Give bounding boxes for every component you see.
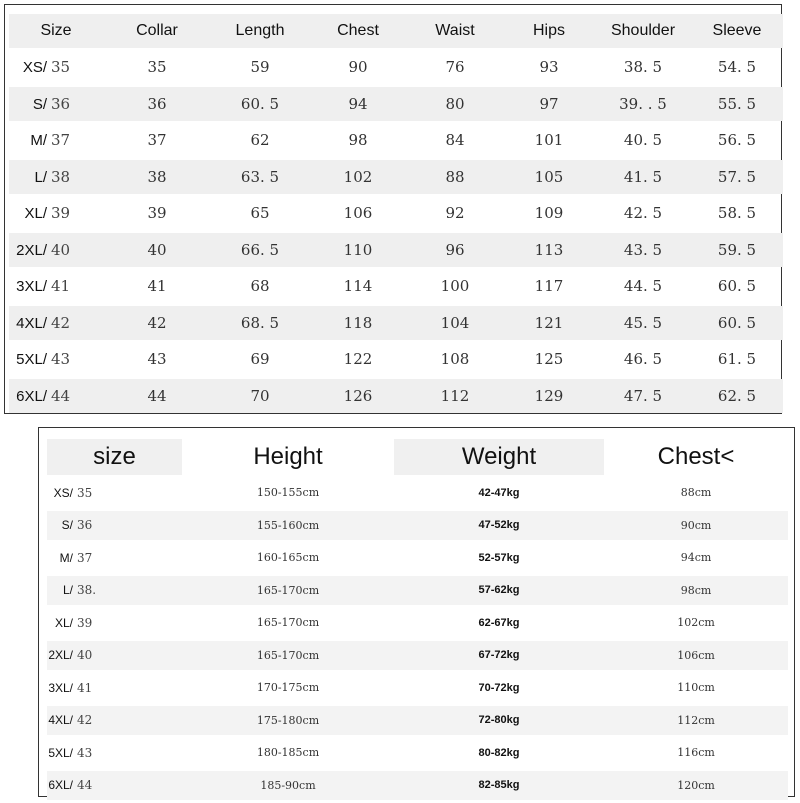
table-row: [9, 306, 783, 340]
table-row: [47, 478, 788, 508]
table-row: [9, 343, 783, 377]
waist-cell: 84: [445, 131, 465, 150]
table-row: [47, 576, 788, 606]
measurements-table-panel: [4, 4, 782, 414]
header-weight: Weight: [394, 439, 604, 475]
table-row: [9, 270, 783, 304]
size-number: 43: [51, 350, 71, 369]
body-size-table-panel: [38, 427, 795, 797]
chest-cell: 106cm: [604, 641, 788, 671]
hips-cell: 105: [503, 160, 595, 194]
size-label: XS/: [53, 485, 73, 500]
size-cell: [47, 641, 182, 671]
length-cell: 69: [250, 350, 270, 369]
collar-cell: 43: [147, 350, 167, 369]
sleeve-cell: 56. 5: [717, 131, 757, 150]
size-label: 4XL/: [16, 314, 47, 332]
measurements-header-row: [9, 14, 783, 48]
table-row: [9, 160, 783, 194]
size-number: 43: [77, 745, 93, 760]
header-waist: Waist: [407, 14, 503, 48]
size-cell: [47, 608, 182, 638]
size-cell: [9, 160, 103, 194]
sleeve-cell: 54. 5: [717, 58, 757, 77]
chest-cell: 88cm: [680, 486, 712, 500]
collar-cell: 40: [103, 233, 211, 267]
size-label: M/: [30, 132, 47, 150]
size-cell: [9, 87, 103, 121]
header-size: size: [47, 439, 182, 475]
weight-cell: 82-85kg: [394, 771, 604, 801]
chest-cell: 122: [343, 350, 373, 369]
header-sleeve: Sleeve: [691, 14, 783, 48]
sleeve-cell: 60. 5: [717, 277, 757, 296]
shoulder-cell: 46. 5: [623, 350, 663, 369]
shoulder-cell: 45. 5: [595, 306, 691, 340]
size-number: 38: [51, 167, 71, 186]
height-cell: 150-155cm: [256, 486, 320, 500]
size-cell: [47, 543, 182, 573]
size-number: 44: [77, 778, 93, 793]
weight-cell: 70-72kg: [478, 681, 520, 694]
table-row: [47, 641, 788, 671]
body-size-header-row: [47, 439, 788, 475]
size-label: S/: [61, 518, 73, 533]
waist-cell: 100: [440, 277, 470, 296]
size-cell: [47, 478, 182, 508]
sleeve-cell: 55. 5: [691, 87, 783, 121]
hips-cell: 117: [534, 277, 564, 296]
shoulder-cell: 43. 5: [595, 233, 691, 267]
size-cell: [47, 673, 182, 703]
size-number: 40: [51, 240, 71, 259]
height-cell: 165-170cm: [182, 576, 394, 606]
sleeve-cell: 60. 5: [691, 306, 783, 340]
size-number: 36: [77, 518, 93, 533]
header-shoulder: Shoulder: [595, 14, 691, 48]
size-label: 4XL/: [48, 713, 73, 728]
table-row: [47, 738, 788, 768]
length-cell: 62: [250, 131, 270, 150]
size-number: 39: [51, 204, 71, 223]
size-number: 42: [51, 313, 71, 332]
height-cell: 155-160cm: [182, 511, 394, 541]
shoulder-cell: 44. 5: [623, 277, 663, 296]
size-number: 35: [51, 58, 71, 77]
size-label: XL/: [54, 615, 73, 630]
hips-cell: 109: [534, 204, 564, 223]
size-label: M/: [59, 550, 73, 565]
shoulder-cell: 47. 5: [595, 379, 691, 413]
size-label: 2XL/: [16, 241, 47, 259]
weight-cell: 42-47kg: [478, 486, 520, 499]
chest-cell: 102: [309, 160, 407, 194]
chest-cell: 106: [343, 204, 373, 223]
shoulder-cell: 42. 5: [623, 204, 663, 223]
waist-cell: 88: [407, 160, 503, 194]
size-cell: [47, 771, 182, 801]
sleeve-cell: 62. 5: [691, 379, 783, 413]
size-label: 3XL/: [48, 680, 73, 695]
weight-cell: 62-67kg: [478, 616, 520, 629]
chest-cell: 94: [309, 87, 407, 121]
measurements-table: [9, 11, 783, 416]
collar-cell: 35: [147, 58, 167, 77]
measurements-body: [9, 51, 783, 413]
length-cell: 59: [250, 58, 270, 77]
table-row: [9, 197, 783, 231]
weight-cell: 52-57kg: [478, 551, 520, 564]
waist-cell: 104: [407, 306, 503, 340]
hips-cell: 125: [534, 350, 564, 369]
sleeve-cell: 58. 5: [717, 204, 757, 223]
size-cell: [9, 51, 103, 85]
size-cell: [9, 379, 103, 413]
size-number: 36: [51, 94, 71, 113]
size-label: XL/: [24, 205, 47, 223]
table-row: [47, 706, 788, 736]
table-row: [9, 51, 783, 85]
table-row: [47, 511, 788, 541]
height-cell: 160-165cm: [256, 551, 320, 565]
collar-cell: 44: [103, 379, 211, 413]
size-label: 6XL/: [16, 387, 47, 405]
chest-cell: 110cm: [677, 681, 715, 695]
collar-cell: 42: [103, 306, 211, 340]
shoulder-cell: 40. 5: [623, 131, 663, 150]
waist-cell: 112: [407, 379, 503, 413]
size-number: 44: [51, 386, 71, 405]
height-cell: 180-185cm: [256, 746, 320, 760]
waist-cell: 108: [440, 350, 470, 369]
size-label: 2XL/: [48, 648, 73, 663]
size-number: 37: [77, 550, 93, 565]
size-number: 38.: [77, 583, 97, 598]
size-number: 42: [77, 713, 93, 728]
chest-cell: 90cm: [604, 511, 788, 541]
waist-cell: 76: [445, 58, 465, 77]
chest-cell: 120cm: [604, 771, 788, 801]
height-cell: 165-170cm: [256, 616, 320, 630]
chest-cell: 118: [309, 306, 407, 340]
weight-cell: 67-72kg: [394, 641, 604, 671]
chest-cell: 94cm: [680, 551, 712, 565]
weight-cell: 57-62kg: [394, 576, 604, 606]
weight-cell: 80-82kg: [478, 746, 520, 759]
sleeve-cell: 61. 5: [717, 350, 757, 369]
size-cell: [9, 233, 103, 267]
table-row: [47, 543, 788, 573]
size-label: L/: [62, 583, 73, 598]
height-cell: 175-180cm: [182, 706, 394, 736]
chest-cell: 116cm: [677, 746, 715, 760]
weight-cell: 47-52kg: [394, 511, 604, 541]
length-cell: 60. 5: [211, 87, 309, 121]
collar-cell: 41: [147, 277, 167, 296]
collar-cell: 36: [103, 87, 211, 121]
size-cell: [47, 738, 182, 768]
chest-cell: 114: [343, 277, 373, 296]
hips-cell: 97: [503, 87, 595, 121]
size-label: 3XL/: [16, 278, 47, 296]
size-number: 40: [77, 648, 93, 663]
weight-cell: 72-80kg: [394, 706, 604, 736]
shoulder-cell: 41. 5: [595, 160, 691, 194]
size-cell: [9, 197, 103, 231]
length-cell: 68. 5: [211, 306, 309, 340]
header-chest: Chest<: [657, 443, 735, 470]
length-cell: 65: [250, 204, 270, 223]
size-label: XS/: [22, 59, 47, 77]
chest-cell: 110: [309, 233, 407, 267]
size-label: 5XL/: [16, 351, 47, 369]
collar-cell: 37: [147, 131, 167, 150]
height-cell: 170-175cm: [256, 681, 320, 695]
sleeve-cell: 59. 5: [691, 233, 783, 267]
table-row: [9, 87, 783, 121]
height-cell: 165-170cm: [182, 641, 394, 671]
table-row: [47, 771, 788, 801]
chest-cell: 112cm: [604, 706, 788, 736]
header-chest: Chest: [309, 14, 407, 48]
size-number: 41: [77, 680, 93, 695]
table-row: [9, 379, 783, 413]
table-row: [47, 608, 788, 638]
length-cell: 68: [250, 277, 270, 296]
size-number: 35: [77, 485, 93, 500]
size-cell: [9, 306, 103, 340]
collar-cell: 38: [103, 160, 211, 194]
hips-cell: 101: [534, 131, 564, 150]
waist-cell: 92: [445, 204, 465, 223]
waist-cell: 96: [407, 233, 503, 267]
chest-cell: 90: [348, 58, 368, 77]
table-row: [9, 233, 783, 267]
size-number: 39: [77, 615, 93, 630]
table-row: [47, 673, 788, 703]
sleeve-cell: 57. 5: [691, 160, 783, 194]
body-size-table: [47, 436, 788, 803]
size-label: 6XL/: [48, 778, 73, 793]
size-cell: [9, 270, 103, 304]
header-hips: Hips: [503, 14, 595, 48]
shoulder-cell: 39. . 5: [595, 87, 691, 121]
size-cell: [9, 343, 103, 377]
length-cell: 70: [211, 379, 309, 413]
header-collar: Collar: [103, 14, 211, 48]
header-height: Height: [253, 443, 323, 470]
hips-cell: 129: [503, 379, 595, 413]
body-size-body: [47, 478, 788, 800]
chest-cell: 98: [348, 131, 368, 150]
header-size: Size: [9, 14, 103, 48]
hips-cell: 93: [539, 58, 559, 77]
size-number: 37: [51, 131, 71, 150]
size-cell: [47, 706, 182, 736]
chest-cell: 102cm: [677, 616, 715, 630]
table-row: [9, 124, 783, 158]
length-cell: 63. 5: [211, 160, 309, 194]
hips-cell: 121: [503, 306, 595, 340]
size-label: 5XL/: [48, 745, 73, 760]
chest-cell: 126: [309, 379, 407, 413]
length-cell: 66. 5: [211, 233, 309, 267]
chest-cell: 98cm: [604, 576, 788, 606]
size-label: L/: [34, 168, 47, 186]
size-cell: [47, 576, 182, 606]
size-label: S/: [32, 95, 47, 113]
header-length: Length: [211, 14, 309, 48]
size-number: 41: [51, 277, 71, 296]
size-cell: [9, 124, 103, 158]
hips-cell: 113: [503, 233, 595, 267]
size-cell: [47, 511, 182, 541]
collar-cell: 39: [147, 204, 167, 223]
waist-cell: 80: [407, 87, 503, 121]
height-cell: 185-90cm: [182, 771, 394, 801]
shoulder-cell: 38. 5: [623, 58, 663, 77]
